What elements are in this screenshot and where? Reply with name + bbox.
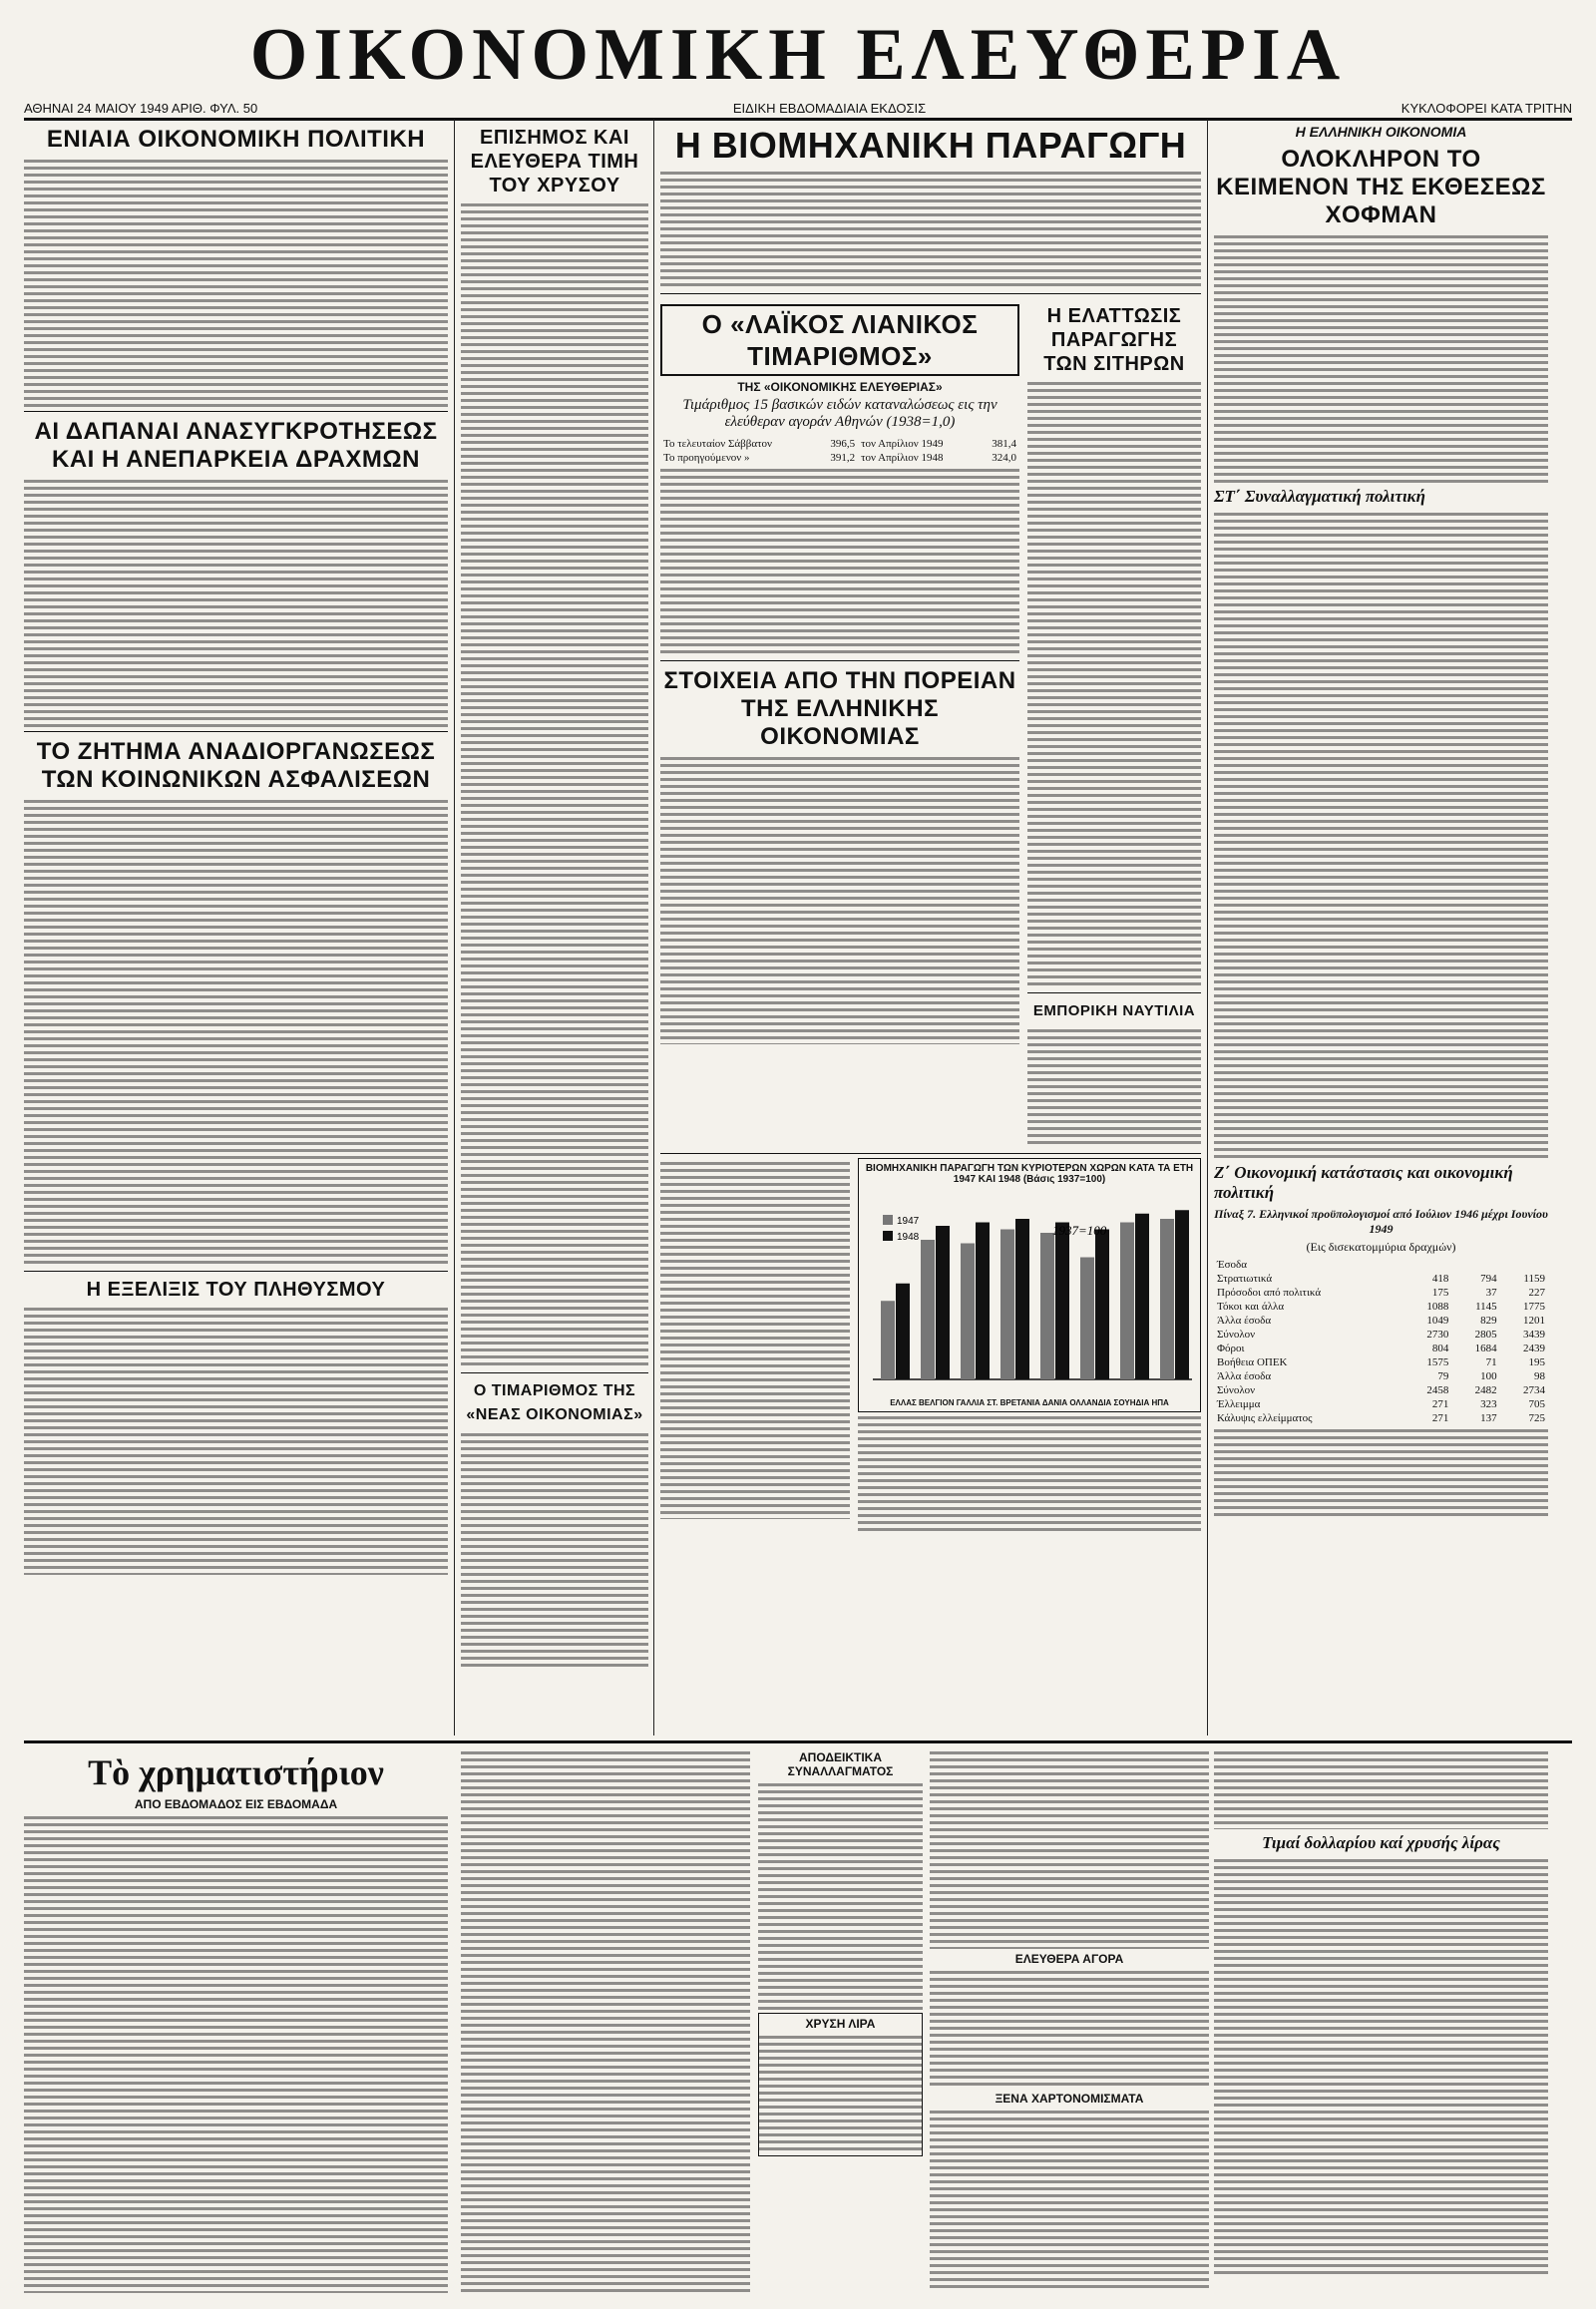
row-label: Φόροι [1217, 1343, 1245, 1354]
article-text [660, 755, 1019, 1044]
section-economic-state: Ζ΄ Οικονομική κατάστασις και οικονομική πολιτική [1214, 1163, 1513, 1202]
row-value: 2482 [1474, 1384, 1497, 1396]
headline-wheat-production: Η ΕΛΑΤΤΩΣΙΣ ΠΑΡΑΓΩΓΗΣ ΤΩΝ ΣΙΤΗΡΩΝ [1043, 305, 1185, 375]
row-value: 98 [1534, 1370, 1545, 1382]
row-label: Σύνολον [1217, 1329, 1256, 1341]
article-text [1214, 233, 1548, 483]
gold-sovereign-box [758, 2013, 923, 2156]
budget-table-subtitle: (Εις δισεκατομμύρια δραχμών) [1306, 1240, 1456, 1254]
row-label: Στρατιωτικά [1217, 1273, 1273, 1285]
article-text [930, 2109, 1209, 2288]
stock-subtitle: ΑΠΟ ΕΒΔΟΜΑΔΟΣ ΕΙΣ ΕΒΔΟΜΑΔΑ [134, 1797, 338, 1811]
chart-bar [1120, 1223, 1134, 1380]
row-value: 1088 [1426, 1301, 1449, 1313]
table-row [1214, 1286, 1548, 1300]
row-value: 2730 [1426, 1329, 1449, 1341]
bottom-column-3 [758, 1747, 923, 2156]
article-text [930, 1969, 1209, 2089]
row-value: 1575 [1426, 1356, 1449, 1368]
column-right [1214, 120, 1548, 1519]
article-text [1214, 1749, 1548, 1829]
legend-label: 1948 [897, 1232, 920, 1243]
table-row [1214, 1342, 1548, 1355]
chart-bar [1015, 1219, 1029, 1379]
bottom-column-5 [1214, 1747, 1548, 2278]
column-gold [461, 120, 648, 1673]
headline-industrial-production: Η ΒΙΟΜΗΧΑΝΙΚΗ ΠΑΡΑΓΩΓΗ [674, 125, 1187, 166]
headline-retail-index: Ο «ΛΑΪΚΟΣ ΛΙΑΝΙΚΟΣ ΤΙΜΑΡΙΘΜΟΣ» [660, 304, 1019, 376]
stock-table-text [24, 1814, 448, 2293]
row-value: 418 [1431, 1273, 1449, 1285]
issue-date: ΑΘΗΝΑΙ 24 ΜΑΙΟΥ 1949 ΑΡΙΘ. ΦΥΛ. 50 [24, 100, 258, 116]
article-text [858, 1414, 1201, 1534]
column-rule [653, 120, 654, 1735]
bottom-column-4 [930, 1747, 1209, 2290]
chart-bar [1095, 1230, 1109, 1380]
publication-schedule: ΚΥΚΛΟΦΟΡΕΙ ΚΑΤΑ ΤΡΙΤΗΝ [1400, 100, 1572, 116]
chart-title: ΒΙΟΜΗΧΑΝΙΚΗ ΠΑΡΑΓΩΓΗ ΤΩΝ ΚΥΡΙΟΤΕΡΩΝ ΧΩΡΩΝ ΚΑΤΑ ΤΑ ΕΤΗ 1947 ΚΑΙ 1948 (Βάσις 1937=100) [865, 1163, 1194, 1185]
headline-reconstruction-costs: ΑΙ ΔΑΠΑΝΑΙ ΑΝΑΣΥΓΚΡΟΤΗΣΕΩΣ ΚΑΙ Η ΑΝΕΠΑΡΚΕΙΑ ΔΡΑΧΜΩΝ [34, 418, 438, 473]
article-text [1214, 1427, 1548, 1517]
row-value: 1159 [1523, 1273, 1545, 1285]
row-value: 2805 [1474, 1329, 1497, 1341]
row-value: 79 [1437, 1370, 1449, 1382]
article-text [1214, 511, 1548, 1159]
dollar-gold-prices-title: Τιμαί δολλαρίου καί χρυσής λίρας [1262, 1833, 1500, 1852]
article-text [24, 478, 448, 727]
table-row [1214, 1397, 1548, 1411]
row-value: 705 [1528, 1398, 1545, 1410]
row-value: 1775 [1523, 1301, 1545, 1313]
legend-swatch [883, 1215, 893, 1225]
row-value: 804 [1431, 1343, 1449, 1354]
headline-unified-policy: ΕΝΙΑΙΑ ΟΙΚΟΝΟΜΙΚΗ ΠΟΛΙΤΙΚΗ [46, 126, 426, 153]
row-value: 195 [1528, 1356, 1545, 1368]
article-text [461, 1431, 648, 1671]
table-row [1214, 1369, 1548, 1383]
chart-annotation: 1937=100 [1052, 1223, 1107, 1238]
headline-new-economy-index: Ο ΤΙΜΑΡΙΘΜΟΣ ΤΗΣ «ΝΕΑΣ ΟΙΚΟΝΟΜΙΑΣ» [466, 1382, 643, 1423]
article-text [24, 158, 448, 407]
trade-cert-title: ΑΠΟΔΕΙΚΤΙΚΑ ΣΥΝΑΛΛΑΓΜΑΤΟΣ [787, 1750, 894, 1778]
row-value: 1145 [1475, 1301, 1497, 1313]
headline-gold-price: ΕΠΙΣΗΜΟΣ ΚΑΙ ΕΛΕΥΘΕΡΑ ΤΙΜΗ ΤΟΥ ΧΡΥΣΟΥ [470, 127, 639, 196]
article-text [660, 170, 1201, 289]
table-row [1214, 1300, 1548, 1314]
article-text [660, 1160, 850, 1519]
headline-economy-data: ΣΤΟΙΧΕΙΑ ΑΠΟ ΤΗΝ ΠΟΡΕΙΑΝ ΤΗΣ ΕΛΛΗΝΙΚΗΣ ΟΙΚΟΝΟΜΙΑΣ [663, 667, 1016, 750]
chart-bar [1135, 1214, 1149, 1379]
column-left [24, 120, 448, 1577]
section-exchange-policy: ΣΤ΄ Συναλλαγματική πολιτική [1214, 487, 1426, 506]
chart-bar [881, 1301, 895, 1379]
legend-label: 1947 [897, 1216, 920, 1227]
row-label: Πρόσοδοι από πολιτικά [1217, 1287, 1322, 1299]
headline-stock-exchange: Τὸ χρηματιστήριον [88, 1752, 384, 1792]
row-value: 1201 [1523, 1315, 1545, 1327]
stock-exchange-section [24, 1747, 448, 2295]
table-row [1214, 1383, 1548, 1397]
chart-bar [1040, 1233, 1054, 1379]
row-value: 100 [1480, 1370, 1497, 1382]
row-value: 175 [1431, 1287, 1449, 1299]
table-row [1214, 1328, 1548, 1342]
headline-hoffman-report: ΟΛΟΚΛΗΡΟΝ ΤΟ ΚΕΙΜΕΝΟΝ ΤΗΣ ΕΚΘΕΣΕΩΣ ΧΟΦΜΑΝ [1216, 146, 1546, 228]
masthead [24, 6, 1572, 118]
chart-bar [1055, 1223, 1069, 1380]
chart-bar [976, 1223, 990, 1380]
row-value: 3439 [1523, 1329, 1545, 1341]
chart-bar [921, 1240, 935, 1379]
row-value: 37 [1485, 1287, 1497, 1299]
row-value: 71 [1485, 1356, 1497, 1368]
article-text [24, 1306, 448, 1575]
gold-sovereign-title: ΧΡΥΣΗ ΛΙΡΑ [805, 2017, 876, 2031]
article-text [1027, 1027, 1201, 1147]
row-value [1403, 1258, 1451, 1272]
chart-bar [961, 1244, 975, 1380]
article-text [461, 201, 648, 1368]
table-row [1214, 1314, 1548, 1328]
right-kicker: Η ΕΛΛΗΝΙΚΗ ΟΙΚΟΝΟΜΙΑ [1295, 124, 1467, 140]
foreign-notes-title: ΞΕΝΑ ΧΑΡΤΟΝΟΜΙΣΜΑΤΑ [995, 2092, 1144, 2106]
row-value [1500, 1258, 1548, 1272]
headline-population: Η ΕΞΕΛΙΞΙΣ ΤΟΥ ΠΛΗΘΥΣΜΟΥ [86, 1279, 386, 1301]
row-value: 2734 [1523, 1384, 1545, 1396]
headline-merchant-navy: ΕΜΠΟΡΙΚΗ ΝΑΥΤΙΛΙΑ [1032, 1002, 1196, 1019]
article-text [660, 467, 1019, 656]
article-text [758, 1781, 923, 2011]
chart-country-labels: ΕΛΛΑΣ ΒΕΛΓΙΟΝ ΓΑΛΛΙΑ ΣΤ. ΒΡΕΤΑΝΙΑ ΔΑΝΙΑ ΟΛΛΑΝΔΙΑ ΣΟΥΗΔΙΑ ΗΠΑ [890, 1398, 1169, 1407]
budget-table [1214, 1258, 1548, 1425]
row-label: Έλλειμμα [1217, 1398, 1261, 1410]
row-value: 1049 [1426, 1315, 1449, 1327]
row-value: 1684 [1474, 1343, 1497, 1354]
row-label: Άλλα έσοδα [1217, 1315, 1272, 1327]
price-table-text [1214, 1857, 1548, 2276]
article-text [461, 1749, 750, 2293]
row-label: Έσοδα [1217, 1259, 1248, 1271]
chart-bar [1080, 1258, 1094, 1380]
row-value: 271 [1431, 1398, 1449, 1410]
chart-canvas [863, 1185, 1196, 1394]
gold-table-text [759, 2034, 922, 2153]
column-rule [454, 120, 455, 1735]
row-value: 137 [1480, 1412, 1497, 1424]
row-value: 271 [1431, 1412, 1449, 1424]
row-label: Άλλα έσοδα [1217, 1370, 1272, 1382]
row-value: 2458 [1426, 1384, 1449, 1396]
chart-bar [1160, 1219, 1174, 1379]
retail-index-table [660, 437, 1019, 465]
column-rule [1207, 120, 1208, 1735]
industrial-production-chart [858, 1158, 1201, 1412]
row-value: 323 [1480, 1398, 1497, 1410]
column-center [660, 120, 1201, 1536]
retail-index-kicker: ΤΗΣ «ΟΙΚΟΝΟΜΙΚΗΣ ΕΛΕΥΘΕΡΙΑΣ» [737, 380, 943, 394]
row-label: Τόκοι και άλλα [1217, 1301, 1285, 1313]
headline-social-insurance: ΤΟ ΖΗΤΗΜΑ ΑΝΑΔΙΟΡΓΑΝΩΣΕΩΣ ΤΩΝ ΚΟΙΝΩΝΙΚΩΝ ΑΣΦΑΛΙΣΕΩΝ [36, 738, 436, 793]
edition-label: ΕΙΔΙΚΗ ΕΒΔΟΜΑΔΙΑΙΑ ΕΚΔΟΣΙΣ [732, 100, 927, 116]
article-text [24, 798, 448, 1267]
row-value: 794 [1480, 1273, 1497, 1285]
row-label: Βοήθεια ΟΠΕΚ [1217, 1356, 1288, 1368]
free-market-title: ΕΛΕΥΘΕΡΑ ΑΓΟΡΑ [1014, 1952, 1124, 1966]
chart-bar [936, 1226, 950, 1379]
row-label: Σύνολον [1217, 1384, 1256, 1396]
dateline [24, 98, 1572, 121]
table-row [1214, 1258, 1548, 1272]
bottom-column-2 [461, 1747, 750, 2295]
chart-bar [1000, 1230, 1014, 1380]
chart-bar [1175, 1210, 1189, 1379]
newspaper-title: ΟΙΚΟΝΟΜΙΚΗ ΕΛΕΥΘΕΡΙΑ [249, 14, 1347, 96]
table-row [1214, 1411, 1548, 1425]
row-value: 227 [1528, 1287, 1545, 1299]
retail-index-subtitle: Τιμάριθμος 15 βασικών ειδών καταναλώσεως εις την ελεύθεραν αγοράν Αθηνών (1938=1,0) [682, 397, 998, 430]
table-row [1214, 1272, 1548, 1286]
bottom-rule [24, 1740, 1572, 1743]
article-text [1027, 380, 1201, 988]
chart-bar [896, 1284, 910, 1379]
row-value: 2439 [1523, 1343, 1545, 1354]
table-row [1214, 1355, 1548, 1369]
row-value [1451, 1258, 1499, 1272]
row-value: 829 [1480, 1315, 1497, 1327]
legend-swatch [883, 1231, 893, 1241]
budget-table-title: Πίναξ 7. Ελληνικοί προϋπολογισμοί από Ιούλιον 1946 μέχρι Ιουνίου 1949 [1214, 1207, 1548, 1236]
row-label: Κάλυψις ελλείμματος [1217, 1412, 1313, 1424]
row-value: 725 [1528, 1412, 1545, 1424]
table-row: Το τελευταίον Σάββατον 396,5 τον Απρίλιον 1949 381,4 [663, 438, 1016, 450]
table-row: Το προηγούμενον » 391,2 τον Απρίλιον 1948 324,0 [663, 452, 1016, 464]
article-text [930, 1749, 1209, 1949]
